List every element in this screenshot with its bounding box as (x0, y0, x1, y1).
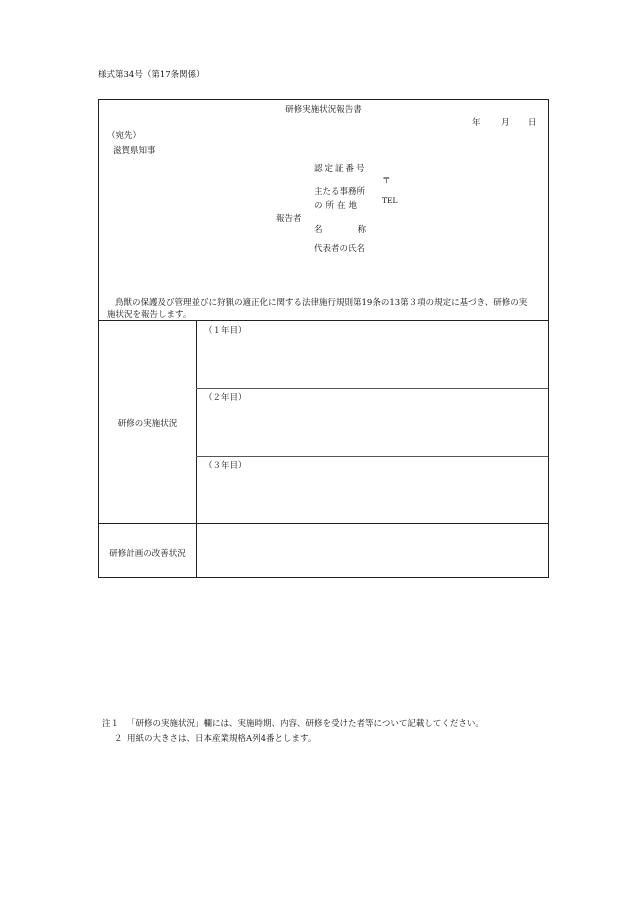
implementation-status-label: 研修の実施状況 (117, 419, 178, 429)
date-year-label: 年 (472, 118, 481, 128)
report-title: 研修実施状況報告書 (285, 105, 362, 115)
representative-name-label: 代表者の氏名 (314, 244, 366, 254)
table-column-divider (196, 320, 197, 578)
cert-number-label (314, 162, 367, 174)
year1-divider (196, 388, 548, 389)
year1-label: （１年目） (204, 326, 247, 336)
year3-label: （３年目） (204, 461, 247, 471)
note2-prefix: ２ (114, 734, 123, 744)
form-number: 様式第34号（第17条関係） (98, 70, 205, 80)
date-day-label: 日 (528, 118, 537, 128)
office-address-label-line1: 主たる事務所 (314, 187, 366, 197)
note2-text: 用紙の大きさは、日本産業規格A列4番とします。 (127, 734, 317, 744)
table-top-line (99, 320, 548, 321)
note1-text: 「研修の実施状況」欄には、実施時期、内容、研修を受けた者等について記載してください。 (127, 719, 484, 729)
improvement-row-line (99, 523, 548, 524)
statement-line2: 施状況を報告します。 (107, 310, 192, 320)
addressee-prefix: （宛先） (107, 131, 142, 141)
tel-label: TEL (382, 196, 398, 205)
report-form-frame (98, 99, 549, 578)
note1-prefix: 注１ (102, 719, 120, 729)
year2-divider (196, 456, 548, 457)
reporter-label: 報告者 (276, 214, 302, 224)
postal-mark: 〒 (382, 176, 391, 186)
date-month-label: 月 (501, 118, 510, 128)
statement-line1: 鳥獣の保護及び管理並びに狩猟の適正化に関する法律施行規則第19条の13第３項の規定に基づき、研修の実 (115, 298, 528, 308)
name-label: 名称 (314, 225, 402, 235)
cert-number-label-text: 認定証番号 (314, 164, 367, 174)
year2-label: （２年目） (204, 393, 247, 403)
addressee-name: 滋賀県知事 (113, 146, 156, 156)
improvement-status-label: 研修計画の改善状況 (109, 549, 186, 559)
office-address-label-line2: の所在地 (314, 201, 361, 211)
